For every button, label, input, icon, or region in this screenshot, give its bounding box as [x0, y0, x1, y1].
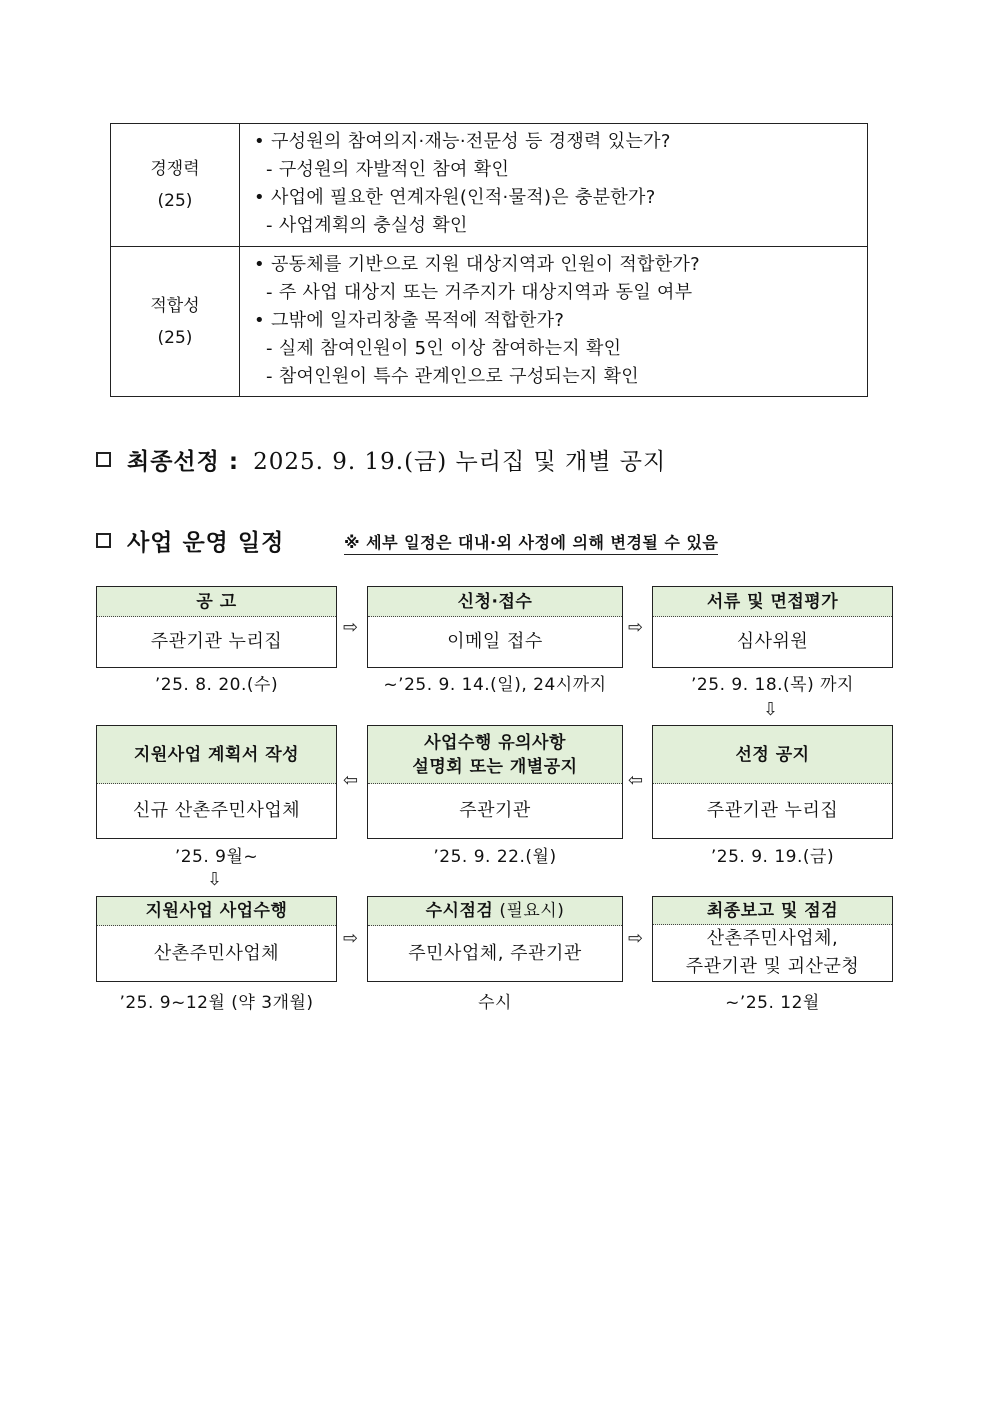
criteria-score: (25) — [157, 327, 193, 348]
step-body-line: 산촌주민사업체, — [706, 928, 839, 949]
checkbox-square-icon — [96, 452, 111, 467]
criteria-score: (25) — [157, 191, 193, 211]
criteria-items-cell — [240, 247, 868, 397]
step-body: 주민사업체, 주관기관 — [408, 942, 582, 964]
arrow-right-icon: ⇨ — [628, 928, 644, 949]
step-body: 주관기관 — [459, 800, 531, 821]
step-title — [368, 726, 622, 784]
criteria-line: • 사업에 필요한 연계자원(인적·물적)은 충분한가? — [254, 187, 656, 208]
final-selection-label: 최종선정 : — [127, 449, 240, 475]
criteria-subline: - 참여인원이 특수 관계인으로 구성되는지 확인 — [266, 365, 639, 387]
schedule-title: 사업 운영 일정 — [127, 530, 285, 556]
step-date: ’25. 9. 18.(목) 까지 — [691, 675, 854, 695]
criteria-row-competitiveness — [111, 124, 868, 247]
arrow-left-icon: ⇦ — [628, 770, 644, 791]
step-date: ’25. 9월~ — [174, 847, 259, 867]
step-briefing — [367, 725, 623, 839]
step-title-line: 사업수행 유의사항 — [424, 732, 566, 753]
step-title-extra: (필요시) — [499, 901, 565, 921]
step-execute — [96, 896, 337, 982]
schedule-heading — [96, 524, 284, 557]
final-selection-heading — [96, 443, 666, 476]
schedule-note: ※ 세부 일정은 대내·외 사정에 의해 변경될 수 있음 — [344, 530, 718, 555]
criteria-category: 적합성 — [150, 295, 200, 316]
criteria-line: • 공동체를 기반으로 지원 대상지역과 인원이 적합한가? — [254, 253, 701, 275]
step-title: 지원사업 계획서 작성 — [97, 726, 336, 784]
step-title: 신청·접수 — [368, 587, 622, 617]
step-plan — [96, 725, 337, 839]
arrow-right-icon: ⇨ — [343, 928, 359, 949]
criteria-subline: - 사업계획의 충실성 확인 — [266, 215, 468, 236]
step-date: ’25. 9~12월 (약 3개월) — [119, 993, 314, 1013]
step-title: 최종보고 및 점검 — [653, 897, 892, 925]
criteria-row-suitability — [111, 247, 868, 397]
step-title — [368, 897, 622, 926]
final-selection-value: 2025. 9. 19.(금) 누리집 및 개별 공지 — [253, 449, 667, 475]
step-date: 수시 — [478, 993, 512, 1013]
arrow-down-icon: ⇩ — [207, 869, 223, 890]
step-title: 지원사업 사업수행 — [97, 897, 336, 926]
criteria-line: • 구성원의 참여의지·재능·전문성 등 경쟁력 있는가? — [254, 131, 671, 152]
criteria-category-cell — [111, 124, 240, 247]
step-body: 이메일 접수 — [447, 631, 543, 652]
evaluation-criteria-table — [110, 123, 868, 397]
criteria-category: 경쟁력 — [150, 159, 200, 179]
step-body — [653, 925, 892, 981]
arrow-right-icon: ⇨ — [628, 617, 644, 638]
arrow-left-icon: ⇦ — [343, 770, 359, 791]
step-notice — [652, 725, 893, 839]
checkbox-square-icon — [96, 533, 111, 548]
step-announce — [96, 586, 337, 668]
step-body: 주관기관 누리집 — [150, 631, 283, 652]
criteria-line: • 그밖에 일자리창출 목적에 적합한가? — [254, 309, 565, 331]
step-title-line: 설명회 또는 개별공지 — [412, 756, 578, 777]
criteria-items-cell — [240, 124, 868, 247]
step-title: 서류 및 면접평가 — [653, 587, 892, 617]
step-body: 심사위원 — [736, 631, 809, 652]
step-body: 산촌주민사업체 — [153, 942, 280, 964]
criteria-subline: - 주 사업 대상지 또는 거주지가 대상지역과 동일 여부 — [266, 281, 693, 303]
step-date: ’25. 9. 22.(월) — [433, 847, 557, 867]
step-review — [652, 586, 893, 668]
step-inspect — [367, 896, 623, 982]
step-title: 선정 공지 — [653, 726, 892, 784]
criteria-category-cell — [111, 247, 240, 397]
arrow-down-icon: ⇩ — [763, 699, 779, 720]
step-title-main: 수시점검 — [425, 901, 494, 921]
step-report — [652, 896, 893, 982]
step-title: 공 고 — [97, 587, 336, 617]
step-apply — [367, 586, 623, 668]
criteria-subline: - 실제 참여인원이 5인 이상 참여하는지 확인 — [266, 337, 622, 359]
step-body-line: 주관기관 및 괴산군청 — [685, 956, 860, 977]
step-body: 신규 산촌주민사업체 — [132, 800, 301, 821]
step-date: ’25. 9. 19.(금) — [710, 847, 835, 867]
step-date: ’25. 8. 20.(수) — [154, 675, 279, 695]
step-date: ~’25. 12월 — [725, 993, 820, 1013]
criteria-subline: - 구성원의 자발적인 참여 확인 — [266, 159, 510, 180]
step-date: ~’25. 9. 14.(일), 24시까지 — [383, 675, 607, 695]
step-body: 주관기관 누리집 — [706, 800, 839, 821]
arrow-right-icon: ⇨ — [343, 617, 359, 638]
